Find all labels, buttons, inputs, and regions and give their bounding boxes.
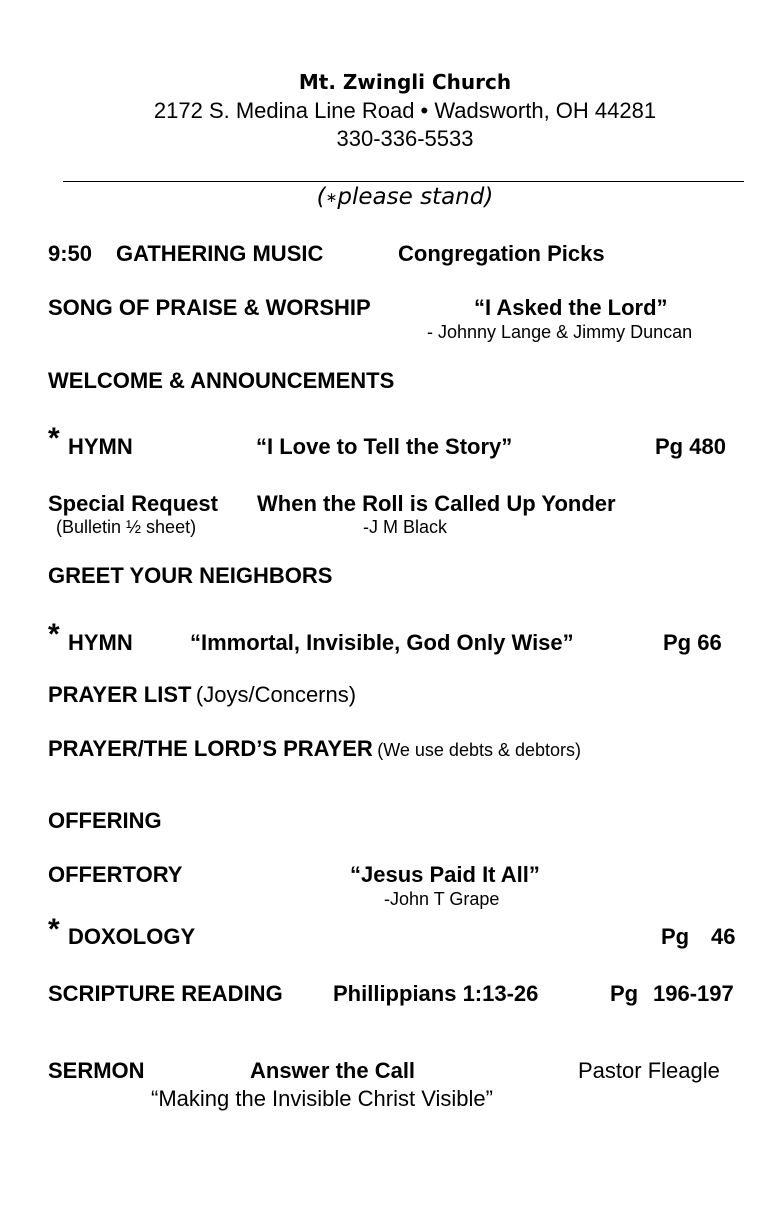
stand-star-marker: * xyxy=(48,422,60,455)
doxology-label: DOXOLOGY xyxy=(68,924,196,949)
gathering-music-label: GATHERING MUSIC xyxy=(116,241,324,266)
stand-star-marker: * xyxy=(48,618,60,651)
hymn-label: HYMN xyxy=(68,630,133,655)
lords-prayer-label: PRAYER/THE LORD’S PRAYER xyxy=(48,736,373,761)
scripture-page-number: 196-197 xyxy=(653,981,734,1006)
doxology-page-prefix: Pg xyxy=(661,924,690,949)
special-request-title: When the Roll is Called Up Yonder xyxy=(257,491,616,516)
special-request-credit: -J M Black xyxy=(363,517,448,537)
hymn-label: HYMN xyxy=(68,434,133,459)
header-divider xyxy=(63,181,744,182)
special-request-note: (Bulletin ½ sheet) xyxy=(56,517,197,537)
praise-worship-label: SONG OF PRAISE & WORSHIP xyxy=(48,295,371,320)
sermon-subtitle: “Making the Invisible Christ Visible” xyxy=(151,1086,493,1111)
gathering-time: 9:50 xyxy=(48,241,93,266)
scripture-reading-label: SCRIPTURE READING xyxy=(48,981,283,1006)
sermon-label: SERMON xyxy=(48,1058,145,1083)
hymn-title: “I Love to Tell the Story” xyxy=(256,434,513,459)
church-phone: 330-336-5533 xyxy=(336,126,474,151)
sermon-title: Answer the Call xyxy=(250,1058,416,1083)
scripture-page-prefix: Pg xyxy=(610,981,639,1006)
stand-asterisk: ∗ xyxy=(325,190,338,206)
lords-prayer-line xyxy=(48,736,581,762)
please-stand-text: please stand xyxy=(337,184,485,210)
welcome-announcements-label: WELCOME & ANNOUNCEMENTS xyxy=(48,368,395,393)
please-stand-note: (∗please stand) xyxy=(316,184,494,210)
stand-star-marker: * xyxy=(48,913,60,946)
church-name: Mt. Zwingli Church xyxy=(298,70,512,94)
lords-prayer-note: (We use debts & debtors) xyxy=(377,740,581,760)
hymn-title: “Immortal, Invisible, God Only Wise” xyxy=(190,630,574,655)
hymn-page: Pg 480 xyxy=(655,434,726,459)
sermon-pastor: Pastor Fleagle xyxy=(578,1058,720,1083)
hymn-page: Pg 66 xyxy=(663,630,722,655)
prayer-list-note: (Joys/Concerns) xyxy=(195,682,357,707)
gathering-music-detail: Congregation Picks xyxy=(398,241,605,266)
scripture-passage: Phillippians 1:13-26 xyxy=(333,981,539,1006)
doxology-page-number: 46 xyxy=(711,924,736,949)
greet-neighbors-label: GREET YOUR NEIGHBORS xyxy=(48,563,333,588)
praise-song-title: “I Asked the Lord” xyxy=(474,295,668,320)
praise-song-credit: - Johnny Lange & Jimmy Duncan xyxy=(427,322,693,342)
offertory-title: “Jesus Paid It All” xyxy=(350,862,540,887)
offertory-credit: -John T Grape xyxy=(384,889,500,909)
prayer-list-line xyxy=(48,682,356,708)
church-address: 2172 S. Medina Line Road • Wadsworth, OH 44281 xyxy=(153,98,657,123)
special-request-label: Special Request xyxy=(48,491,218,516)
offertory-label: OFFERTORY xyxy=(48,862,183,887)
offering-label: OFFERING xyxy=(48,808,162,833)
prayer-list-label: PRAYER LIST xyxy=(48,682,192,707)
